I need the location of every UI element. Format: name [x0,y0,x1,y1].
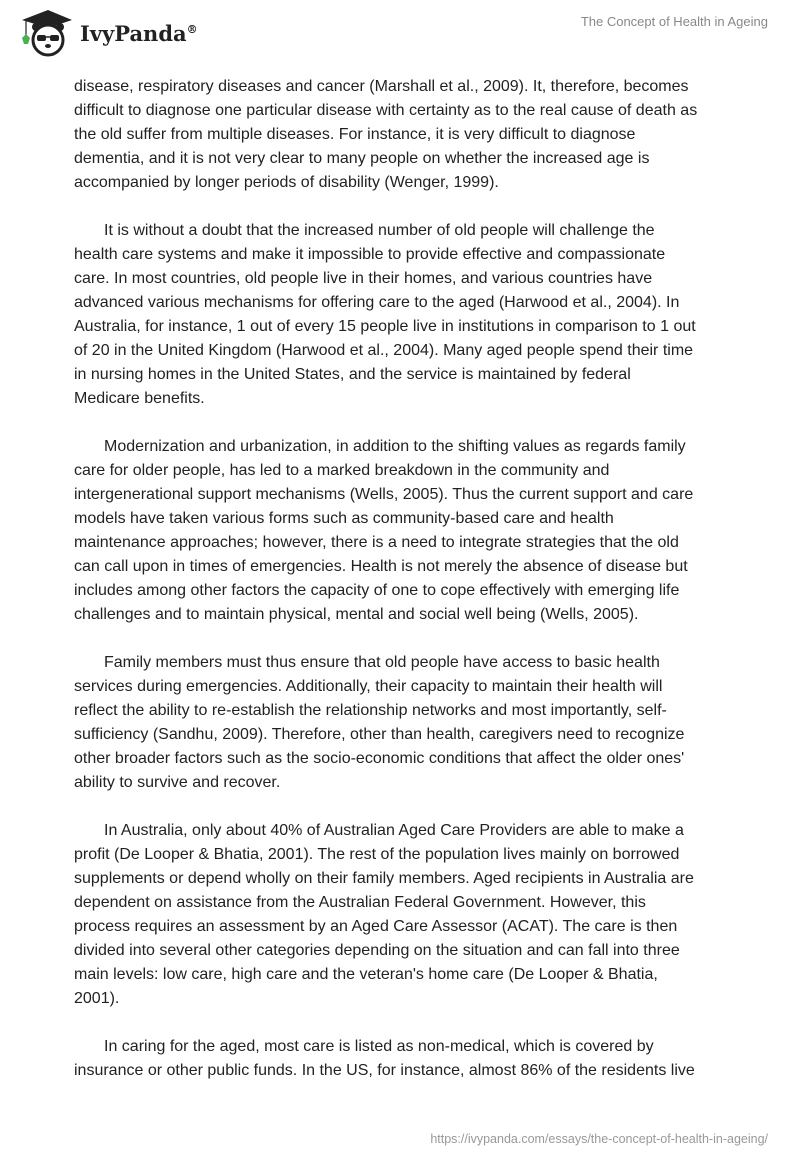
text-line: dementia, and it is not very clear to many people on whether the increased age is [74,150,650,167]
text-line: Family members must thus ensure that old people have access to basic health [104,654,660,671]
text-line: the old suffer from multiple diseases. For instance, it is very difficult to diagnose [74,126,636,143]
text-line: services during emergencies. Additionally, their capacity to maintain their health will [74,678,663,695]
paragraph [74,651,734,795]
text-line: In caring for the aged, most care is listed as non-medical, which is covered by [104,1038,654,1055]
logo-text: IvyPanda® [80,20,198,46]
source-url[interactable]: https://ivypanda.com/essays/the-concept-of-health-in-ageing/ [430,1132,768,1146]
text-line: care for older people, has led to a marked breakdown in the community and [74,462,610,479]
text-line: insurance or other public funds. In the US, for instance, almost 86% of the residents live [74,1062,695,1079]
ivypanda-logo[interactable] [18,8,198,58]
text-line: challenges and to maintain physical, mental and social well being (Wells, 2005). [74,606,639,623]
panda-graduate-icon [18,8,74,58]
text-line: of 20 in the United Kingdom (Harwood et al., 2004). Many aged people spend their time [74,342,694,359]
text-line: Modernization and urbanization, in addition to the shifting values as regards family [104,438,686,455]
text-line: main levels: low care, high care and the veteran's home care (De Looper & Bhatia, [74,966,658,983]
text-line: in nursing homes in the United States, and the service is maintained by federal [74,366,631,383]
paragraph [74,819,734,1011]
text-line: models have taken various forms such as community-based care and health [74,510,614,527]
text-line: 2001). [74,990,120,1007]
text-line: disease, respiratory diseases and cancer (Marshall et al., 2009). It, therefore, becomes [74,78,689,95]
text-line: Australia, for instance, 1 out of every 15 people live in institutions in comparison to 1 out [74,318,696,335]
text-line: supplements or depend wholly on their family members. Aged recipients in Australia are [74,870,694,887]
text-line: difficult to diagnose one particular disease with certainty as to the real cause of death as [74,102,698,119]
text-line: maintenance approaches; however, there is a need to integrate strategies that the old [74,534,679,551]
paragraph [74,219,734,411]
text-line: dependent on assistance from the Australian Federal Government. However, this [74,894,646,911]
text-line: process requires an assessment by an Aged Care Assessor (ACAT). The care is then [74,918,678,935]
text-line: intergenerational support mechanisms (Wells, 2005). Thus the current support and care [74,486,694,503]
text-line: divided into several other categories depending on the situation and can fall into three [74,942,680,959]
essay-body [74,75,734,1107]
text-line: can call upon in times of emergencies. Health is not merely the absence of disease but [74,558,688,575]
paragraph [74,75,734,195]
text-line: ability to survive and recover. [74,774,281,791]
text-line: sufficiency (Sandhu, 2009). Therefore, other than health, caregivers need to recognize [74,726,685,743]
text-line: advanced various mechanisms for offering care to the aged (Harwood et al., 2004). In [74,294,680,311]
text-line: health care systems and make it impossible to provide effective and compassionate [74,246,666,263]
text-line: It is without a doubt that the increased number of old people will challenge the [104,222,655,239]
text-line: In Australia, only about 40% of Australian Aged Care Providers are able to make a [104,822,684,839]
text-line: care. In most countries, old people live in their homes, and various countries have [74,270,653,287]
text-line: includes among other factors the capacity of one to cope effectively with emerging life [74,582,680,599]
text-line: Medicare benefits. [74,390,205,407]
text-line: other broader factors such as the socio-economic conditions that affect the older ones' [74,750,685,767]
text-line: accompanied by longer periods of disability (Wenger, 1999). [74,174,499,191]
paragraph [74,435,734,627]
text-line: profit (De Looper & Bhatia, 2001). The rest of the population lives mainly on borrowed [74,846,680,863]
text-line: reflect the ability to re-establish the relationship networks and most importantly, self- [74,702,667,719]
paragraph [74,1035,734,1083]
document-title: The Concept of Health in Ageing [580,14,768,29]
